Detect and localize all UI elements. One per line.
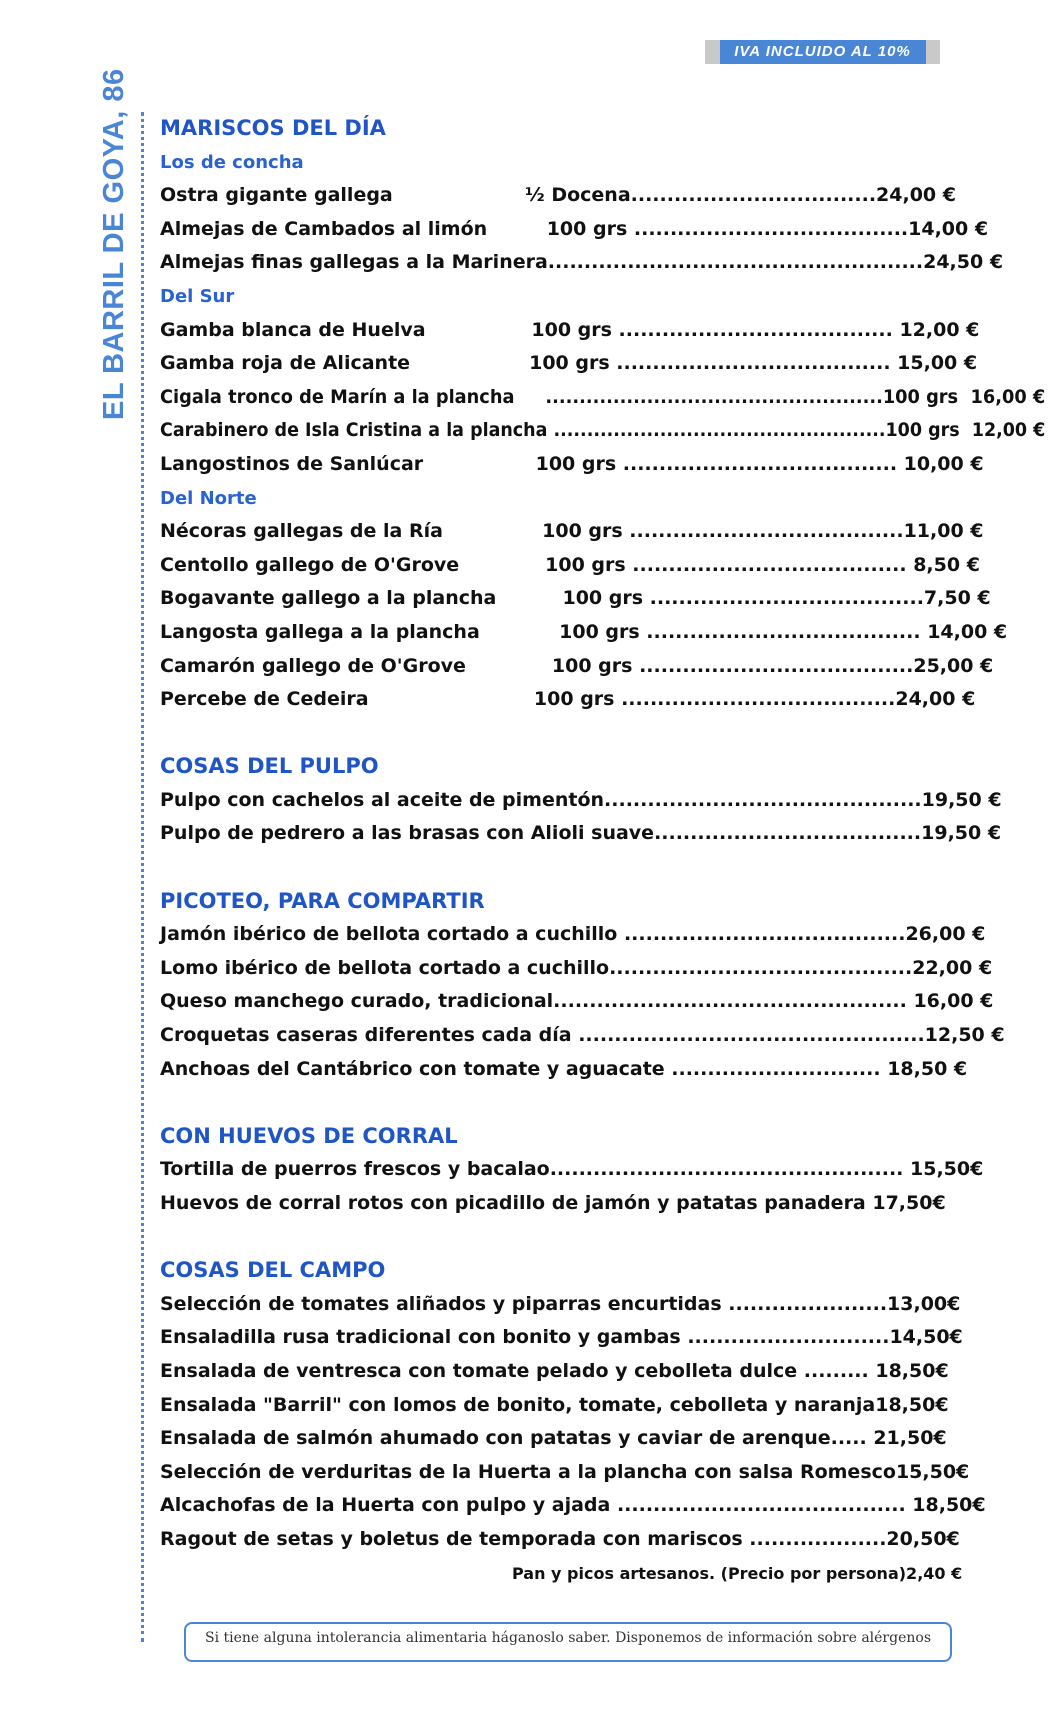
section-gap — [160, 717, 1040, 751]
menu-item: Queso manchego curado, tradicional................................................. 16,00 € — [160, 990, 994, 1013]
menu-item: Selección de verduritas de la Huerta a la plancha con salsa Romesco15,50€ — [160, 1460, 970, 1483]
dotted-divider — [141, 112, 144, 1642]
menu-item: Lomo ibérico de bellota cortado a cuchillo..........................................22,00 € — [160, 956, 993, 979]
menu-item: Ensalada de ventresca con tomate pelado y cebolleta dulce ......... 18,50€ — [160, 1359, 949, 1382]
section-gap — [160, 1221, 1040, 1255]
menu-list — [160, 112, 1046, 1557]
menu-item: Ostra gigante gallega ½ Docena..................................24,00 € — [160, 184, 956, 207]
menu-item: Almejas finas gallegas a la Marinera....................................................24,50 € — [160, 251, 1004, 274]
section-gap — [160, 851, 1040, 885]
subsection-heading: Los de concha — [160, 151, 304, 173]
section-heading: MARISCOS DEL DÍA — [160, 116, 386, 140]
section-heading: CON HUEVOS DE CORRAL — [160, 1123, 458, 1148]
menu-item: Huevos de corral rotos con picadillo de jamón y patatas panadera 17,50€ — [160, 1192, 946, 1214]
menu-item: Jamón ibérico de bellota cortado a cuchillo .......................................26,00 € — [160, 923, 986, 946]
menu-item: Pulpo de pedrero a las brasas con Alioli suave.....................................19,50 € — [160, 822, 1002, 845]
section-heading: COSAS DEL PULPO — [160, 754, 379, 779]
menu-item: Ensaladilla rusa tradicional con bonito y gambas ............................14,50€ — [160, 1326, 963, 1349]
menu-item: Camarón gallego de O'Grove 100 grs ......................................25,00 € — [160, 654, 994, 677]
subsection-heading: Del Norte — [160, 487, 257, 509]
menu-item: Gamba blanca de Huelva 100 grs ...................................... 12,00 € — [160, 318, 980, 341]
menu-item: Ensalada de salmón ahumado con patatas y caviar de arenque..... 21,50€ — [160, 1427, 947, 1450]
allergy-text: Si tiene alguna intolerancia alimentaria háganoslo saber. Disponemos de información sobre alérgenos — [205, 1630, 931, 1646]
menu-item: Cigala tronco de Marín a la plancha ..................................................100 grs 16,00 € — [160, 385, 1046, 408]
menu-item: Tortilla de puerros frescos y bacalao................................................. 15,50€ — [160, 1158, 984, 1181]
menu-item: Gamba roja de Alicante 100 grs ...................................... 15,00 € — [160, 352, 978, 375]
menu-item: Bogavante gallego a la plancha 100 grs ......................................7,50 € — [160, 587, 991, 610]
iva-label: IVA INCLUIDO AL 10% — [720, 40, 926, 64]
iva-badge — [705, 40, 940, 64]
subsection-heading: Del Sur — [160, 285, 235, 307]
menu-item: Pulpo con cachelos al aceite de pimentón............................................19,50 € — [160, 788, 1002, 811]
menu-item: Ensalada "Barril" con lomos de bonito, tomate, cebolleta y naranja18,50€ — [160, 1393, 949, 1416]
menu-item: Centollo gallego de O'Grove 100 grs ...................................... 8,50 € — [160, 553, 980, 576]
allergy-notice — [184, 1622, 952, 1662]
menu-item: Carabinero de Isla Cristina a la plancha ..................................................100 grs 12,00 € — [160, 419, 1046, 442]
menu-item: Nécoras gallegas de la Ría 100 grs ......................................11,00 € — [160, 520, 984, 543]
menu-item: Ragout de setas y boletus de temporada con mariscos ...................20,50€ — [160, 1527, 960, 1550]
menu-item: Percebe de Cedeira 100 grs ......................................24,00 € — [160, 688, 976, 711]
menu-item: Langostinos de Sanlúcar 100 grs ...................................... 10,00 € — [160, 452, 984, 475]
menu-item: Alcachofas de la Huerta con pulpo y ajada ........................................ 18,50€ — [160, 1494, 986, 1517]
section-gap — [160, 1086, 1040, 1120]
section-heading: PICOTEO, PARA COMPARTIR — [160, 888, 485, 913]
section-heading: COSAS DEL CAMPO — [160, 1258, 386, 1283]
menu-item: Langosta gallega a la plancha 100 grs ...................................... 14,00 € — [160, 620, 1008, 643]
menu-item: Croquetas caseras diferentes cada día ................................................12,50 € — [160, 1024, 1005, 1047]
menu-item: Selección de tomates aliñados y piparras encurtidas ......................13,00€ — [160, 1292, 961, 1315]
bread-note: Pan y picos artesanos. (Precio por persona)2,40 € — [512, 1564, 963, 1583]
menu-item: Almejas de Cambados al limón 100 grs ......................................14,00 € — [160, 217, 989, 240]
restaurant-name: EL BARRIL DE GOYA, 86 — [98, 68, 130, 420]
menu-item: Anchoas del Cantábrico con tomate y aguacate ............................. 18,50 € — [160, 1057, 968, 1080]
